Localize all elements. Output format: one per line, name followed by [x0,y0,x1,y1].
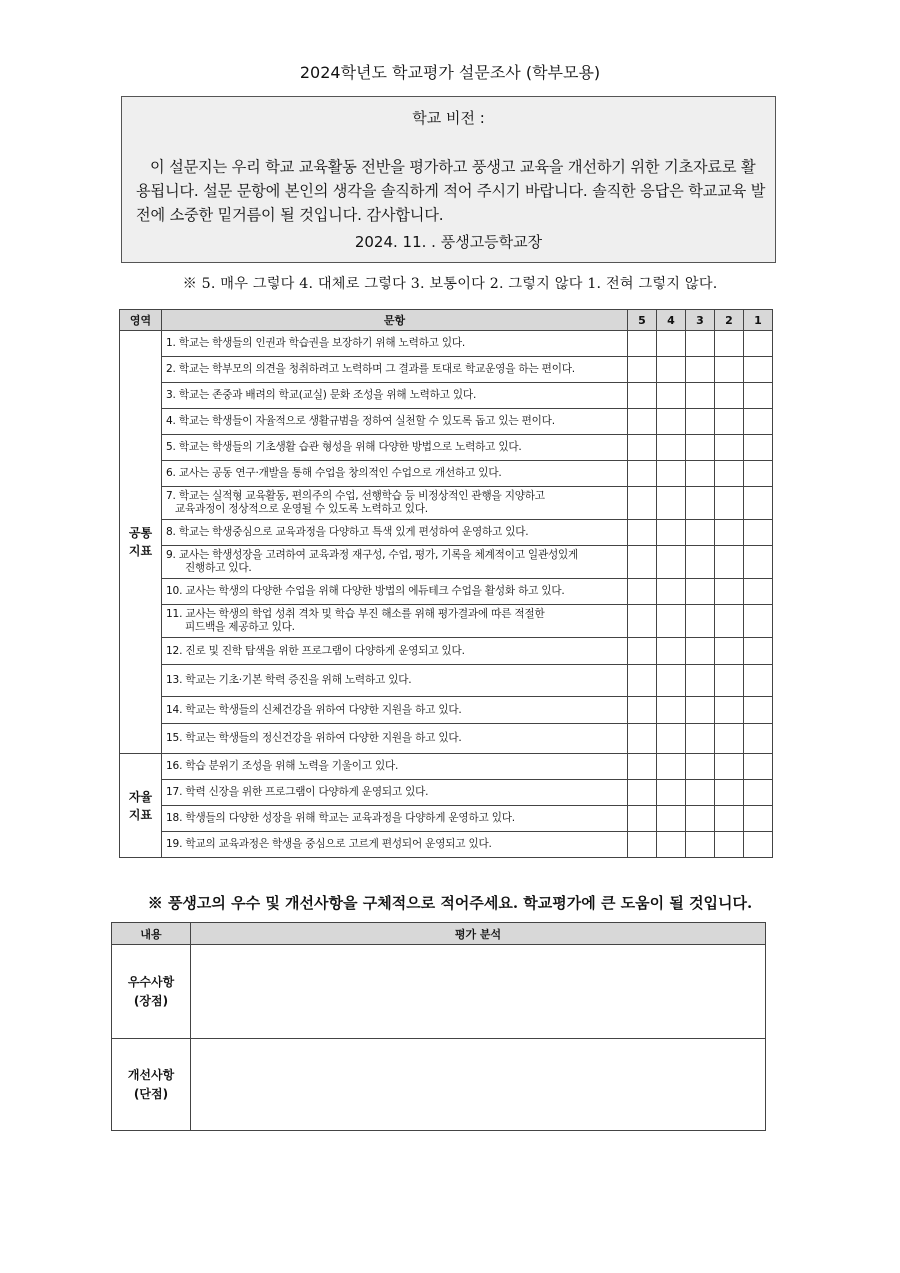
question-cell: 12. 진로 및 진학 탐색을 위한 프로그램이 다양하게 운영되고 있다. [162,638,628,665]
header-area: 영역 [120,310,162,331]
rating-3-cell[interactable] [686,546,715,579]
rating-1-cell[interactable] [744,461,773,487]
rating-5-cell[interactable] [628,383,657,409]
rating-4-cell[interactable] [657,724,686,754]
rating-1-cell[interactable] [744,579,773,605]
table-row [120,832,773,858]
rating-4-cell[interactable] [657,638,686,665]
rating-5-cell[interactable] [628,724,657,754]
rating-1-cell[interactable] [744,546,773,579]
table-row [120,780,773,806]
question-cell: 6. 교사는 공동 연구·개발을 통해 수업을 창의적인 수업으로 개선하고 있다. [162,461,628,487]
table-row [120,754,773,780]
table-row [120,546,773,579]
question-cell: 9. 교사는 학생성장을 고려하여 교육과정 재구성, 수업, 평가, 기록을 체계적이고 일관성있게 진행하고 있다. [162,546,628,579]
rating-2-cell[interactable] [715,605,744,638]
question-cell: 8. 학교는 학생중심으로 교육과정을 다양하고 특색 있게 편성하여 운영하고 있다. [162,520,628,546]
table-row [120,520,773,546]
question-cell: 13. 학교는 기초·기본 학력 증진을 위해 노력하고 있다. [162,665,628,697]
improvements-input-area[interactable] [191,1039,766,1131]
rating-3-cell[interactable] [686,832,715,858]
rating-4-cell[interactable] [657,487,686,520]
question-cell: 1. 학교는 학생들의 인권과 학습권을 보장하기 위해 노력하고 있다. [162,331,628,357]
improvements-row [112,1039,766,1131]
header-content: 내용 [112,923,191,945]
question-cell: 16. 학습 분위기 조성을 위해 노력을 기울이고 있다. [162,754,628,780]
rating-4-cell[interactable] [657,546,686,579]
rating-4-cell[interactable] [657,409,686,435]
rating-4-cell[interactable] [657,780,686,806]
rating-2-cell[interactable] [715,780,744,806]
school-vision-label: 학교 비전 : [412,109,485,127]
rating-4-cell[interactable] [657,665,686,697]
rating-5-cell[interactable] [628,638,657,665]
header-question: 문항 [162,310,628,331]
rating-1-cell[interactable] [744,605,773,638]
rating-3-cell[interactable] [686,806,715,832]
table-row [120,487,773,520]
rating-3-cell[interactable] [686,579,715,605]
question-cell: 2. 학교는 학부모의 의견을 청취하려고 노력하며 그 결과를 토대로 학교운영을 하는 편이다. [162,357,628,383]
area-autonomous-indicator: 자율 지표 [120,754,162,858]
rating-2-cell[interactable] [715,724,744,754]
rating-4-cell[interactable] [657,806,686,832]
rating-1-cell[interactable] [744,638,773,665]
rating-4-cell[interactable] [657,605,686,638]
table-row [120,435,773,461]
table-row [120,638,773,665]
rating-1-cell[interactable] [744,487,773,520]
rating-1-cell[interactable] [744,806,773,832]
table-row [120,697,773,724]
rating-3-cell[interactable] [686,605,715,638]
rating-2-cell[interactable] [715,754,744,780]
rating-5-cell[interactable] [628,605,657,638]
rating-4-cell[interactable] [657,461,686,487]
rating-1-cell[interactable] [744,357,773,383]
rating-5-cell[interactable] [628,806,657,832]
rating-3-cell[interactable] [686,754,715,780]
survey-table [119,309,773,858]
rating-1-cell[interactable] [744,383,773,409]
table-row [120,461,773,487]
table-row [120,383,773,409]
table-row [120,357,773,383]
question-cell: 4. 학교는 학생들이 자율적으로 생활규범을 정하여 실천할 수 있도록 돕고 있는 편이다. [162,409,628,435]
rating-5-cell[interactable] [628,331,657,357]
strengths-row [112,945,766,1039]
rating-1-cell[interactable] [744,665,773,697]
rating-5-cell[interactable] [628,665,657,697]
rating-3-cell[interactable] [686,724,715,754]
question-cell: 19. 학교의 교육과정은 학생을 중심으로 고르게 편성되어 운영되고 있다. [162,832,628,858]
question-cell: 18. 학생들의 다양한 성장을 위해 학교는 교육과정을 다양하게 운영하고 있다. [162,806,628,832]
header-analysis: 평가 분석 [191,923,766,945]
rating-2-cell[interactable] [715,832,744,858]
rating-5-cell[interactable] [628,409,657,435]
rating-2-cell[interactable] [715,461,744,487]
rating-4-cell[interactable] [657,435,686,461]
rating-4-cell[interactable] [657,754,686,780]
improvements-label: 개선사항 (단점) [112,1039,191,1131]
rating-4-cell[interactable] [657,383,686,409]
rating-2-cell[interactable] [715,331,744,357]
question-cell: 11. 교사는 학생의 학업 성취 격차 및 학습 부진 해소를 위해 평가결과에 따른 적절한 피드백을 제공하고 있다. [162,605,628,638]
rating-1-cell[interactable] [744,724,773,754]
area-common-indicator: 공통 지표 [120,331,162,754]
evaluation-header-row [112,923,766,945]
rating-1-cell[interactable] [744,697,773,724]
comment-prompt: ※ 풍생고의 우수 및 개선사항을 구체적으로 적어주세요. 학교평가에 큰 도움이 될 것입니다. [147,894,753,912]
rating-5-cell[interactable] [628,754,657,780]
scale-legend: ※ 5. 매우 그렇다 4. 대체로 그렇다 3. 보통이다 2. 그렇지 않다 1. 전혀 그렇지 않다. [182,276,718,292]
rating-2-cell[interactable] [715,546,744,579]
survey-header-row [120,310,773,331]
intro-paragraph: 이 설문지는 우리 학교 교육활동 전반을 평가하고 풍생고 교육을 개선하기 위한 기초자료로 활용됩니다. 설문 문항에 본인의 생각을 솔직하게 적어 주시기 바랍니다. 솔직한 응답은 학교교육 발전에 소중한 밑거름이 될 것입니다. 감사합니다. [136,158,766,224]
evaluation-table [111,922,766,1131]
rating-2-cell[interactable] [715,487,744,520]
header-score-5: 5 [628,310,657,331]
question-cell: 10. 교사는 학생의 다양한 수업을 위해 다양한 방법의 에듀테크 수업을 활성화 하고 있다. [162,579,628,605]
rating-1-cell[interactable] [744,520,773,546]
question-cell: 5. 학교는 학생들의 기초생활 습관 형성을 위해 다양한 방법으로 노력하고 있다. [162,435,628,461]
rating-3-cell[interactable] [686,520,715,546]
header-score-1: 1 [744,310,773,331]
rating-1-cell[interactable] [744,780,773,806]
rating-5-cell[interactable] [628,461,657,487]
strengths-label: 우수사항 (장점) [112,945,191,1039]
rating-2-cell[interactable] [715,697,744,724]
table-row [120,331,773,357]
table-row [120,724,773,754]
rating-1-cell[interactable] [744,409,773,435]
rating-4-cell[interactable] [657,520,686,546]
header-score-4: 4 [657,310,686,331]
rating-2-cell[interactable] [715,383,744,409]
rating-2-cell[interactable] [715,806,744,832]
rating-1-cell[interactable] [744,331,773,357]
table-row [120,665,773,697]
table-row [120,579,773,605]
rating-5-cell[interactable] [628,520,657,546]
rating-2-cell[interactable] [715,357,744,383]
rating-3-cell[interactable] [686,665,715,697]
rating-3-cell[interactable] [686,331,715,357]
rating-3-cell[interactable] [686,357,715,383]
rating-2-cell[interactable] [715,520,744,546]
rating-2-cell[interactable] [715,665,744,697]
table-row [120,409,773,435]
rating-1-cell[interactable] [744,435,773,461]
rating-3-cell[interactable] [686,638,715,665]
table-row [120,605,773,638]
rating-3-cell[interactable] [686,780,715,806]
header-score-2: 2 [715,310,744,331]
rating-4-cell[interactable] [657,357,686,383]
rating-3-cell[interactable] [686,697,715,724]
rating-3-cell[interactable] [686,461,715,487]
signature-line: 2024. 11. . 풍생고등학교장 [354,233,543,251]
strengths-input-area[interactable] [191,945,766,1039]
rating-2-cell[interactable] [715,579,744,605]
rating-2-cell[interactable] [715,435,744,461]
rating-1-cell[interactable] [744,832,773,858]
rating-4-cell[interactable] [657,832,686,858]
rating-3-cell[interactable] [686,383,715,409]
rating-4-cell[interactable] [657,697,686,724]
rating-5-cell[interactable] [628,435,657,461]
page-title: 2024학년도 학교평가 설문조사 (학부모용) [299,63,601,82]
rating-5-cell[interactable] [628,697,657,724]
rating-5-cell[interactable] [628,579,657,605]
rating-5-cell[interactable] [628,546,657,579]
rating-2-cell[interactable] [715,409,744,435]
rating-5-cell[interactable] [628,780,657,806]
question-cell: 7. 학교는 실적형 교육활동, 편의주의 수업, 선행학습 등 비정상적인 관행을 지양하고 교육과정이 정상적으로 운영될 수 있도록 노력하고 있다. [162,487,628,520]
question-cell: 15. 학교는 학생들의 정신건강을 위하여 다양한 지원을 하고 있다. [162,724,628,754]
rating-3-cell[interactable] [686,435,715,461]
question-cell: 17. 학력 신장을 위한 프로그램이 다양하게 운영되고 있다. [162,780,628,806]
rating-4-cell[interactable] [657,331,686,357]
rating-5-cell[interactable] [628,357,657,383]
rating-5-cell[interactable] [628,832,657,858]
rating-4-cell[interactable] [657,579,686,605]
table-row [120,806,773,832]
rating-5-cell[interactable] [628,487,657,520]
rating-3-cell[interactable] [686,409,715,435]
rating-2-cell[interactable] [715,638,744,665]
rating-3-cell[interactable] [686,487,715,520]
question-cell: 14. 학교는 학생들의 신체건강을 위하여 다양한 지원을 하고 있다. [162,697,628,724]
intro-box [121,96,776,263]
question-cell: 3. 학교는 존중과 배려의 학교(교실) 문화 조성을 위해 노력하고 있다. [162,383,628,409]
rating-1-cell[interactable] [744,754,773,780]
header-score-3: 3 [686,310,715,331]
